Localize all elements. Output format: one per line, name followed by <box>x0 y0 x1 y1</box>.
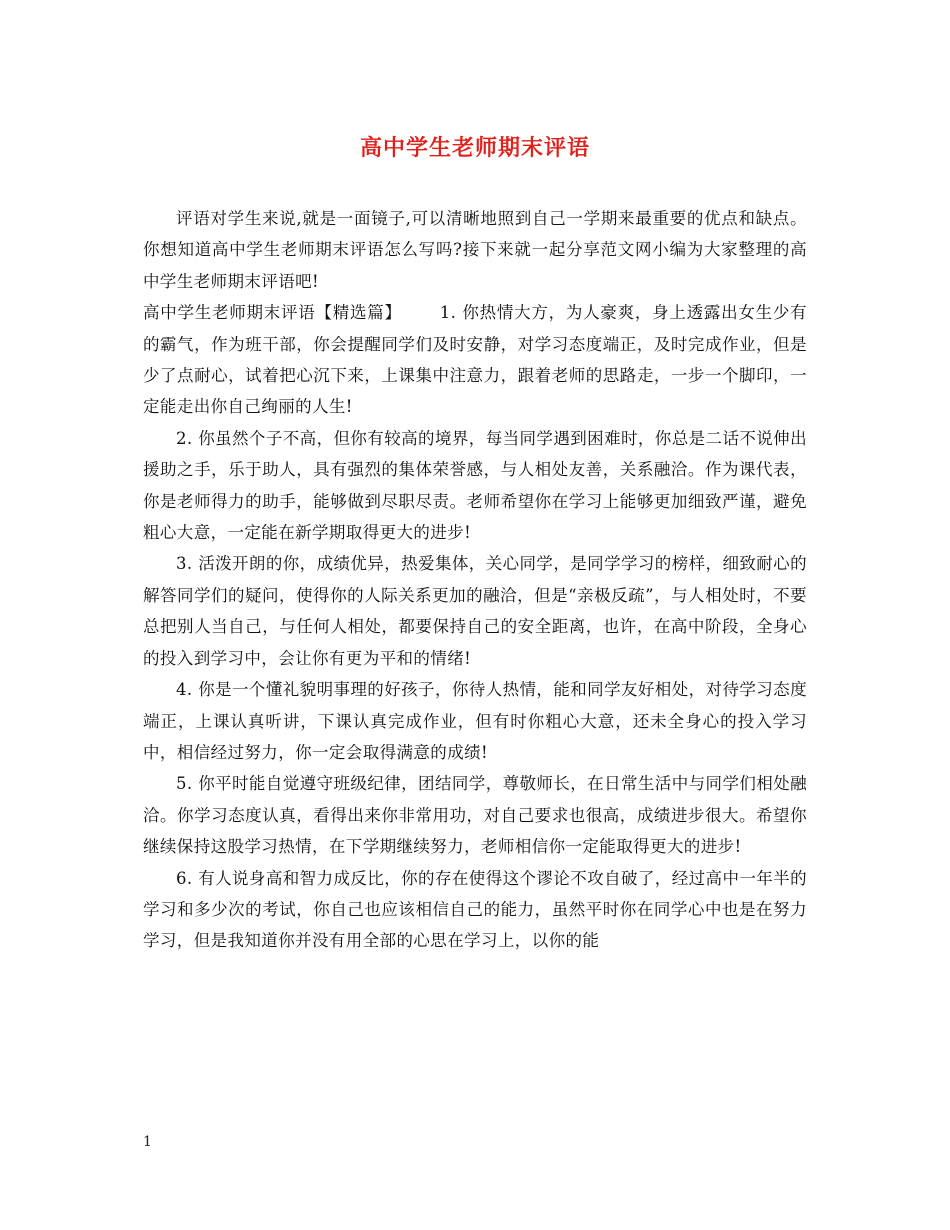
comment-item-2: 2. 你虽然个子不高，但你有较高的境界，每当同学遇到困难时，你总是二话不说伸出援助之手，乐于助人，具有强烈的集体荣誉感，与人相处友善，关系融洽。作为课代表，你是老师得力的助手，能够做到尽职尽责。老师希望你在学习上能够更加细致严谨，避免粗心大意，一定能在新学期取得更大的进步! <box>143 428 807 543</box>
document-title: 高中学生老师期末评语 <box>359 136 590 161</box>
intro-paragraph: 评语对学生来说,就是一面镜子,可以清晰地照到自己一学期来最重要的优点和缺点。你想知道高中学生老师期末评语怎么写吗?接下来就一起分享范文网小编为大家整理的高中学生老师期末评语吧! <box>143 209 807 291</box>
document-body <box>143 203 807 957</box>
section-heading: 高中学生老师期末评语【精选篇】 <box>143 303 402 323</box>
comment-item-3: 3. 活泼开朗的你，成绩优异，热爱集体，关心同学，是同学学习的榜样，细致耐心的解答同学们的疑问，使得你的人际关系更加的融洽，但是“亲极反疏”，与人相处时，不要总把别人当自己，与任何人相处，都要保持自己的安全距离，也许，在高中阶段，全身心的投入到学习中，会让你有更为平和的情绪! <box>143 554 807 668</box>
comment-item-6: 6. 有人说身高和智力成反比，你的存在使得这个谬论不攻自破了，经过高中一年半的学习和多少次的考试，你自己也应该相信自己的能力，虽然平时你在同学心中也是在努力学习，但是我知道你并没有用全部的心思在学习上，以你的能 <box>143 868 807 951</box>
section-paragraph <box>143 297 807 423</box>
comment-item-1: 1. 你热情大方，为人豪爽，身上透露出女生少有的霸气，作为班干部，你会提醒同学们及时安静，对学习态度端正，及时完成作业，但是少了点耐心，试着把心沉下来，上课集中注意力，跟着老师的思路走，一步一个脚印，一定能走出你自己绚丽的人生! <box>143 303 808 417</box>
comment-item-4: 4. 你是一个懂礼貌明事理的好孩子，你待人热情，能和同学友好相处，对待学习态度端正，上课认真听讲，下课认真完成作业，但有时你粗心大意，还未全身心的投入学习中，相信经过努力，你一定会取得满意的成绩! <box>143 680 807 762</box>
comment-item-5: 5. 你平时能自觉遵守班级纪律，团结同学，尊敬师长，在日常生活中与同学们相处融洽。你学习态度认真，看得出来你非常用功，对自己要求也很高，成绩进步很大。希望你继续保持这股学习热情，在下学期继续努力，老师相信你一定能取得更大的进步! <box>143 774 807 857</box>
page-number: 1 <box>143 1134 152 1150</box>
